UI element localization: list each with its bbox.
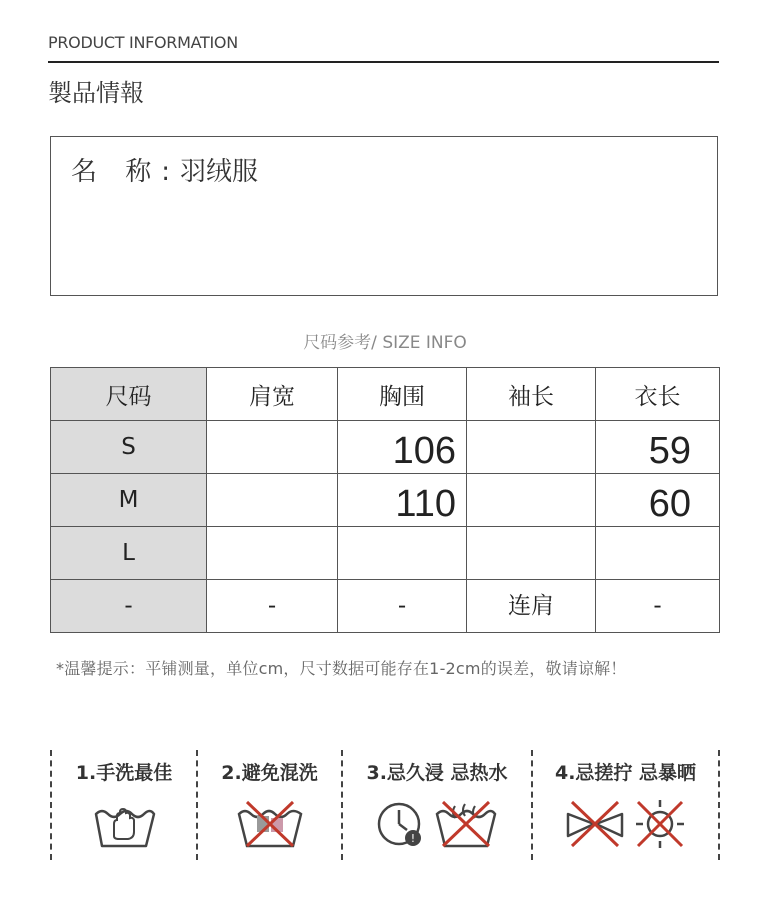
no-mixed-wash-icon [235,796,305,852]
no-sun-icon [632,796,688,852]
chest-cell: 106 [338,421,467,474]
size-info-title: 尺码参考/ SIZE INFO [303,333,467,353]
care-item-no-wring-sun [533,750,718,860]
care-item-no-soak-hot [343,750,531,860]
hand-wash-icon [92,796,156,852]
sleeve-cell [467,527,596,580]
section-title-en: PRODUCT INFORMATION [48,33,238,52]
sleeve-cell: 连肩 [467,580,596,633]
header-chest: 胸围 [338,368,467,421]
sleeve-cell [467,474,596,527]
size-cell: M [51,474,207,527]
length-cell: 59 [596,421,720,474]
header-shoulder: 肩宽 [207,368,338,421]
chest-cell [338,527,467,580]
no-hot-water-icon [433,796,499,852]
care-label: 1.手洗最佳 [75,762,173,784]
shoulder-cell: - [207,580,338,633]
shoulder-cell [207,474,338,527]
product-name-label: 名 称: [71,157,181,187]
care-label: 3.忌久浸 忌热水 [366,762,508,784]
chest-cell: - [338,580,467,633]
measurement-note: *温馨提示：平铺测量，单位cm，尺寸数据可能存在1-2cm的误差，敬请谅解！ [56,659,627,678]
care-item-hand-wash [52,750,196,860]
product-name-value: 羽绒服 [180,157,259,187]
header-divider [48,61,719,63]
no-wring-icon [564,796,626,852]
length-cell: - [596,580,720,633]
svg-text:!: ! [410,832,416,845]
care-item-no-mixed-wash [198,750,341,860]
header-length: 衣长 [596,368,720,421]
shoulder-cell [207,527,338,580]
care-divider [718,750,720,860]
header-sleeve: 袖长 [467,368,596,421]
care-label: 2.避免混洗 [221,762,318,784]
length-cell [596,527,720,580]
product-name-box [50,136,718,296]
length-cell: 60 [596,474,720,527]
shoulder-cell [207,421,338,474]
care-label: 4.忌搓拧 忌暴晒 [554,762,697,784]
size-cell: S [51,421,207,474]
table-row [51,474,720,527]
size-table-header [51,368,720,421]
no-soak-clock-icon [375,796,427,852]
chest-cell: 110 [338,474,467,527]
table-row [51,580,720,633]
header-size: 尺码 [51,368,207,421]
table-row [51,527,720,580]
care-instructions [50,750,720,860]
size-cell: L [51,527,207,580]
size-table [50,367,720,633]
table-row [51,421,720,474]
size-cell: - [51,580,207,633]
sleeve-cell [467,421,596,474]
section-title-jp: 製品情報 [48,79,144,107]
product-name-row [71,151,258,188]
